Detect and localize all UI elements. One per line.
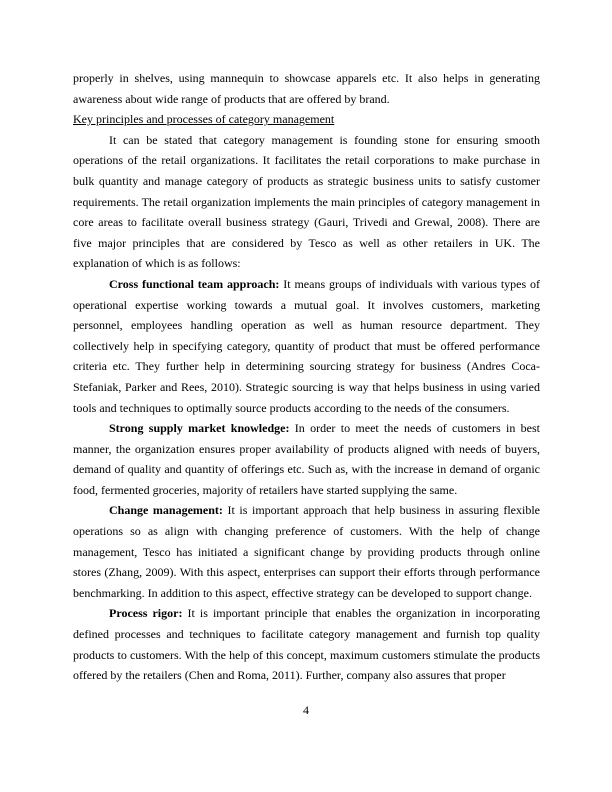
- principle-process-rigor: [73, 603, 540, 685]
- principle-term: Process rigor:: [109, 606, 183, 621]
- principle-text: It means groups of individuals with various types of operational expertise working towards a mutual goal. It involves customers, marketing personnel, employees handling operation as well as human resource department. They collectively help in specifying category, quantity of product that must be offered performance criteria etc. They further help in determining sourcing strategy for business (Andres Coca-Stefaniak, Parker and Rees, 2010). Strategic sourcing is way that helps business in using varied tools and techniques to optimally source products according to the needs of the consumers.: [73, 276, 540, 415]
- section-heading: Key principles and processes of category management: [73, 112, 335, 127]
- principle-text: It is important approach that help business in assuring flexible operations so as align with changing preference of customers. With the help of change management, Tesco has initiated a significant change by providing products through online stores (Zhang, 2009). With this aspect, enterprises can support their efforts through performance benchmarking. In addition to this aspect, effective strategy can be developed to support change.: [73, 503, 540, 600]
- principle-supply-market: [73, 418, 540, 500]
- principle-change-management: [73, 500, 540, 603]
- page-number: 4: [303, 703, 309, 717]
- principle-text: It is important principle that enables the organization in incorporating defined processes and techniques to facilitate category management and furnish top quality products to customers. With the help of this concept, maximum customers stimulate the products offered by the retailers (Chen and Roma, 2011). Further, company also assures that proper: [73, 606, 540, 683]
- principle-term: Strong supply market knowledge:: [109, 421, 290, 436]
- principle-term: Cross functional team approach:: [109, 276, 280, 291]
- principle-cross-functional: [73, 274, 540, 418]
- principle-text: In order to meet the needs of customers in best manner, the organization ensures proper availability of products aligned with needs of buyers, demand of quality and quantity of offerings etc. Such as, with the increase in demand of organic food, fermented groceries, majority of retailers have started supplying the same.: [73, 421, 540, 497]
- section-paragraph: It can be stated that category management is founding stone for ensuring smooth operations of the retail organizations. It facilitates the retail corporations to make purchase in bulk quantity and manage category of products as strategic business units to satisfy customer requirements. The retail organization implements the main principles of category management in core areas to facilitate overall business strategy (Gauri, Trivedi and Grewal, 2008). There are five major principles that are considered by Tesco as well as other retailers in UK. The explanation of which is as follows:: [73, 132, 540, 271]
- principle-term: Change management:: [109, 503, 223, 518]
- intro-paragraph: properly in shelves, using mannequin to showcase apparels etc. It also helps in generating awareness about wide range of products that are offered by brand.: [73, 71, 540, 106]
- page-body: [73, 68, 540, 686]
